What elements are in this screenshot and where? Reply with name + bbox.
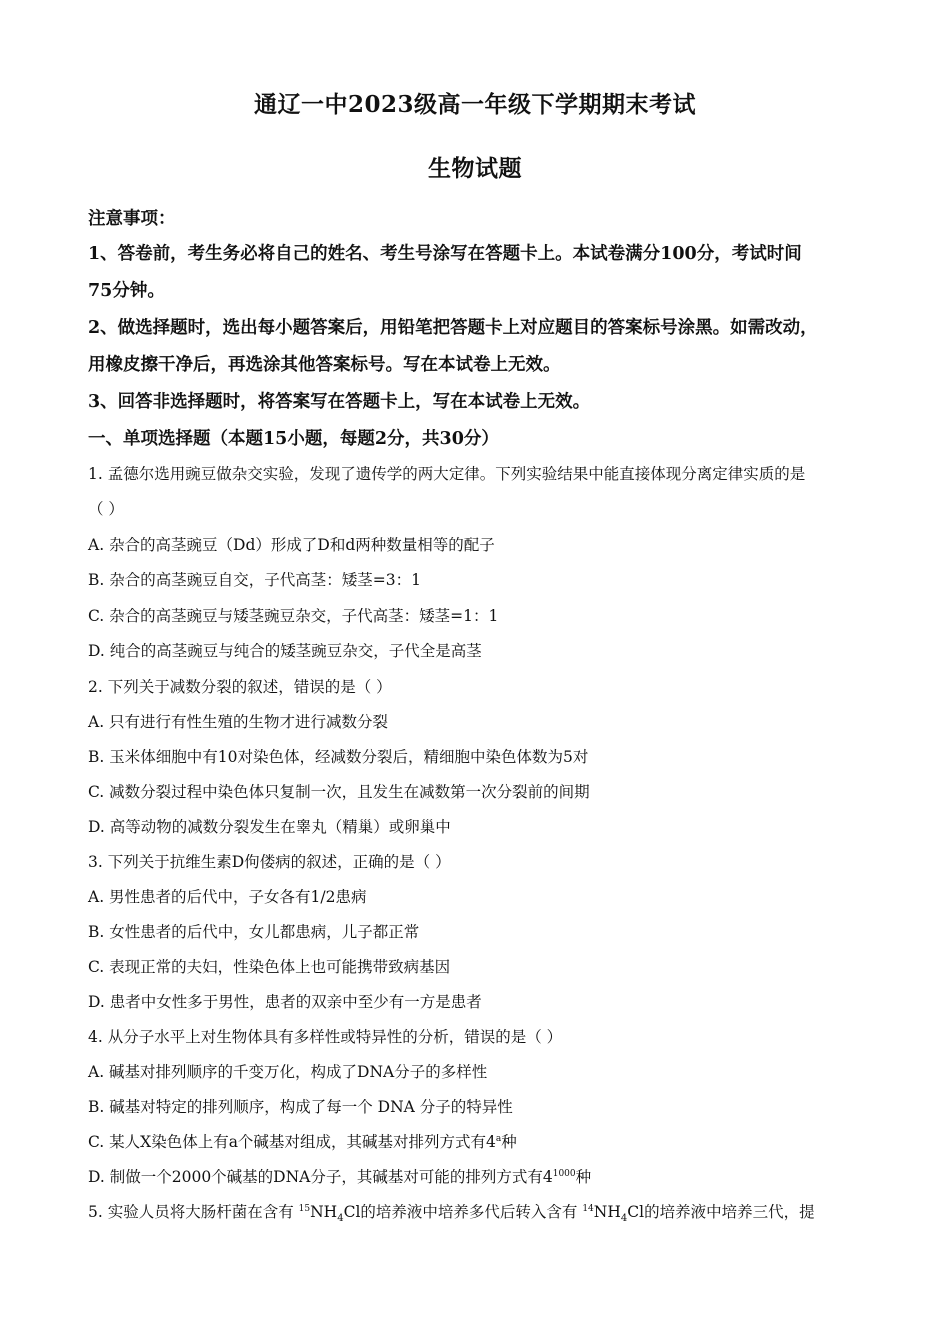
q2-option-c: C. 减数分裂过程中染色体只复制一次，且发生在减数第一次分裂前的间期 [88, 783, 590, 801]
exam-title: 通辽一中2023级高一年级下学期期末考试 [253, 91, 696, 118]
q4-stem: 4. 从分子水平上对生物体具有多样性或特异性的分析，错误的是（ ） [88, 1028, 563, 1046]
q2-stem: 2. 下列关于减数分裂的叙述，错误的是（ ） [88, 678, 392, 696]
q1-stem-line-1: 1. 孟德尔选用豌豆做杂交实验，发现了遗传学的两大定律。下列实验结果中能直接体现分离定律实质的是 [88, 465, 806, 483]
q5-stem [88, 1200, 815, 1225]
q5-text-1: 5. 实验人员将大肠杆菌在含有 [88, 1203, 299, 1221]
q1-option-b: B. 杂合的高茎豌豆自交，子代高茎：矮茎=3：1 [88, 571, 421, 589]
q4-option-d-exponent: 1000 [552, 1169, 576, 1179]
q1-option-c: C. 杂合的高茎豌豆与矮茎豌豆杂交，子代高茎：矮茎=1：1 [88, 607, 499, 625]
notice-item-2-line-1: 2、做选择题时，选出每小题答案后，用铅笔把答题卡上对应题目的答案标号涂黑。如需改动， [88, 318, 818, 338]
q4-option-d-text: D. 制做一个2000个碱基的DNA分子，其碱基对可能的排列方式有4 [88, 1168, 553, 1186]
exam-subtitle: 生物试题 [428, 155, 522, 182]
q3-option-d: D. 患者中女性多于男性，患者的双亲中至少有一方是患者 [88, 993, 482, 1011]
q5-text-3: Cl的培养液中培养多代后转入含有 [343, 1203, 583, 1221]
q2-option-a: A. 只有进行有性生殖的生物才进行减数分裂 [88, 713, 389, 731]
q2-option-d: D. 高等动物的减数分裂发生在睾丸（精巢）或卵巢中 [88, 818, 451, 836]
q1-option-a: A. 杂合的高茎豌豆（Dd）形成了D和d两种数量相等的配子 [88, 536, 495, 554]
section-heading: 一、单项选择题（本题15小题，每题2分，共30分） [88, 429, 499, 449]
q3-option-b: B. 女性患者的后代中，女儿都患病，儿子都正常 [88, 923, 420, 941]
q4-option-a: A. 碱基对排列顺序的千变万化，构成了DNA分子的多样性 [88, 1063, 488, 1081]
q5-isotope-14: 14 [582, 1204, 594, 1214]
q3-option-c: C. 表现正常的夫妇，性染色体上也可能携带致病基因 [88, 958, 451, 976]
q5-subscript-1: 4 [337, 1213, 344, 1225]
q5-text-5: Cl的培养液中培养三代，提 [627, 1203, 815, 1221]
notice-item-1-line-2: 75分钟。 [88, 281, 165, 301]
q5-isotope-15: 15 [298, 1204, 311, 1214]
notice-item-3: 3、回答非选择题时，将答案写在答题卡上，写在本试卷上无效。 [88, 392, 591, 412]
q4-option-d [88, 1165, 591, 1187]
q5-text-4: NH [593, 1203, 621, 1221]
q4-option-c-text: C. 某人X染色体上有a个碱基对组成，其碱基对排列方式有4 [88, 1133, 496, 1151]
notice-item-2-line-2: 用橡皮擦干净后，再选涂其他答案标号。写在本试卷上无效。 [88, 355, 561, 375]
q5-subscript-2: 4 [620, 1213, 628, 1225]
q1-stem-line-2: （ ） [88, 500, 124, 518]
q3-option-a: A. 男性患者的后代中，子女各有1/2患病 [88, 888, 367, 906]
q4-option-c-exponent: a [495, 1134, 502, 1144]
q4-option-c [88, 1130, 517, 1152]
notice-item-1-line-1: 1、答卷前，考生务必将自己的姓名、考生号涂写在答题卡上。本试卷满分100分，考试时间 [88, 244, 802, 264]
q5-text-2: NH [310, 1203, 338, 1221]
q3-stem: 3. 下列关于抗维生素D佝偻病的叙述，正确的是（ ） [88, 853, 451, 871]
q4-option-b: B. 碱基对特定的排列顺序，构成了每一个 DNA 分子的特异性 [88, 1098, 513, 1116]
q1-option-d: D. 纯合的高茎豌豆与纯合的矮茎豌豆杂交，子代全是高茎 [88, 642, 482, 660]
q2-option-b: B. 玉米体细胞中有10对染色体，经减数分裂后，精细胞中染色体数为5对 [88, 748, 589, 766]
notice-heading: 注意事项： [88, 209, 176, 229]
q4-option-c-suffix: 种 [501, 1133, 517, 1151]
q4-option-d-suffix: 种 [575, 1168, 592, 1186]
